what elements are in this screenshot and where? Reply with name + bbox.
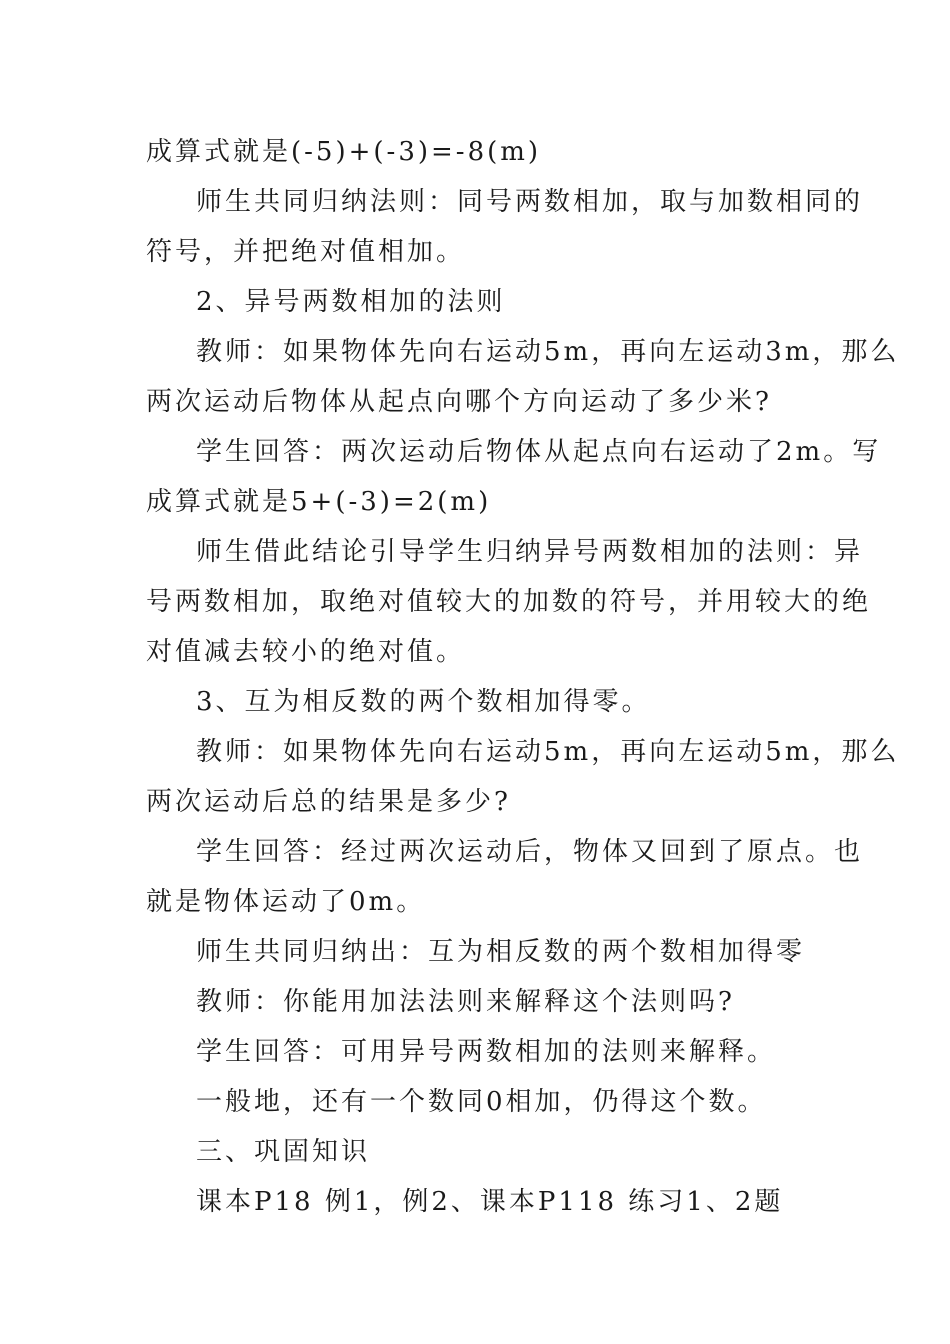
text-line: 师生借此结论引导学生归纳异号两数相加的法则：异 <box>196 537 864 567</box>
text-line: 师生共同归纳出：互为相反数的两个数相加得零 <box>196 937 806 967</box>
text-line: 两次运动后物体从起点向哪个方向运动了多少米? <box>146 387 772 417</box>
text-line: 教师：你能用加法法则来解释这个法则吗? <box>196 987 735 1017</box>
text-line: 对值减去较小的绝对值。 <box>146 637 466 667</box>
text-line: 学生回答：可用异号两数相加的法则来解释。 <box>196 1037 777 1067</box>
text-line: 学生回答：经过两次运动后，物体又回到了原点。也 <box>196 837 864 867</box>
section-heading: 3、互为相反数的两个数相加得零。 <box>196 687 651 717</box>
text-line: 教师：如果物体先向右运动5m，再向左运动5m，那么 <box>196 737 900 767</box>
text-line: 学生回答：两次运动后物体从起点向右运动了2m。写 <box>196 437 882 467</box>
text-line: 两次运动后总的结果是多少? <box>146 787 511 817</box>
text-line: 就是物体运动了0m。 <box>146 887 426 917</box>
text-line: 课本P18 例1，例2、课本P118 练习1、2题 <box>196 1187 784 1217</box>
section-heading: 2、异号两数相加的法则 <box>196 287 506 317</box>
text-line: 成算式就是(-5)+(-3)=-8(m) <box>146 137 542 167</box>
text-line: 成算式就是5+(-3)=2(m) <box>146 487 492 517</box>
text-line: 师生共同归纳法则：同号两数相加，取与加数相同的 <box>196 187 864 217</box>
text-line: 符号，并把绝对值相加。 <box>146 237 466 267</box>
text-line: 教师：如果物体先向右运动5m，再向左运动3m，那么 <box>196 337 900 367</box>
text-line: 一般地，还有一个数同0相加，仍得这个数。 <box>196 1087 767 1117</box>
text-line: 号两数相加，取绝对值较大的加数的符号，并用较大的绝 <box>146 587 872 617</box>
section-heading: 三、巩固知识 <box>196 1137 371 1167</box>
